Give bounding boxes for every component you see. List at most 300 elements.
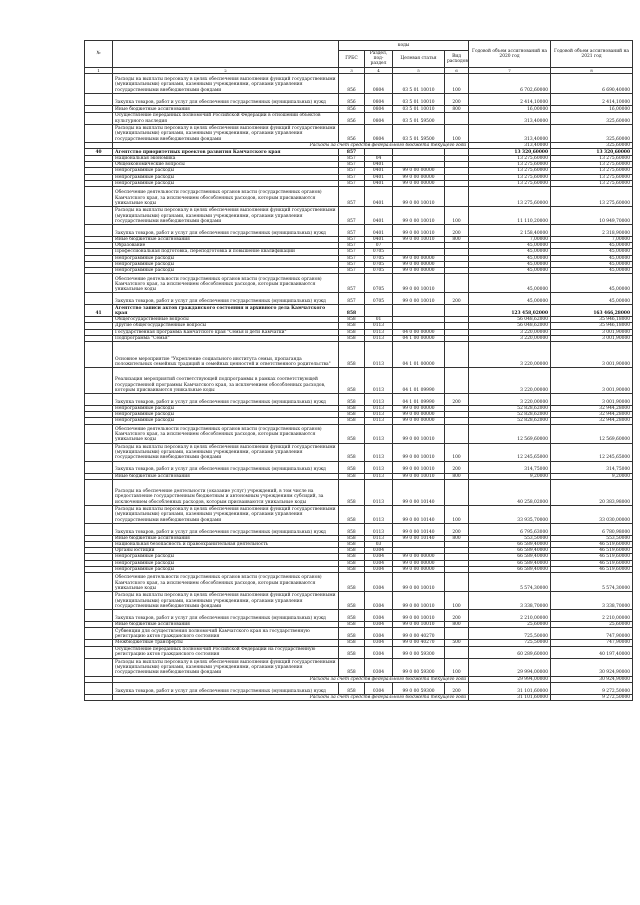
table-row [85,93,633,105]
grbs-cell: 858 [339,640,365,646]
row-number-cell [85,368,113,394]
grbs-cell: 858 [339,682,365,694]
amount-2020-cell: 45,00000 [469,268,551,274]
amount-2021-cell: 747,90000 [551,640,633,646]
amount-2020-cell: 31 101,60000 [469,694,551,700]
row-number-cell [85,424,113,443]
target-article-cell: 99 0 00 59300 [393,646,445,658]
amount-2021-cell: 325,60000 [551,112,633,124]
amount-2021-cell: 3 001,90000 [551,342,633,368]
razdel-cell: 0705 [365,261,393,267]
amount-2020-cell: 33 935,70000 [469,505,551,523]
target-article-cell: 99 0 00 40270 [393,640,445,646]
grbs-cell: 857 [339,268,365,274]
amount-2021-cell: 32 944,28000 [551,412,633,418]
grbs-cell: 858 [339,406,365,412]
column-index: 5 [393,67,445,73]
item-name-cell: Иные бюджетные ассигнования [113,535,339,541]
item-name-cell: Иные бюджетные ассигнования [113,237,339,243]
amount-2020-cell: 66 589,40000 [469,560,551,566]
amount-2020-cell: 13 275,60000 [469,180,551,186]
table-row [85,658,633,676]
expense-type-cell: 100 [445,124,469,142]
amount-2020-cell: 45,00000 [469,255,551,261]
expense-type-cell: 200 [445,682,469,694]
razdel-cell: 0401 [365,237,393,243]
amount-2021-cell: 2 414,10000 [551,93,633,105]
item-name-cell: Непрограммные расходы [113,268,339,274]
amount-2020-cell: 13 275,60000 [469,174,551,180]
table-row [85,368,633,394]
table-row [85,523,633,535]
row-number-cell [85,479,113,505]
grbs-cell: 858 [339,479,365,505]
razdel-cell: 07 [365,243,393,249]
target-article-cell: 99 0 00 00000 [393,412,445,418]
item-name-cell: Государственная программа Камчатского края "Семья и дети Камчатки" [113,329,339,335]
expense-type-cell: 800 [445,237,469,243]
amount-2020-cell: 66 589,40000 [469,542,551,548]
item-name-cell: Обеспечение деятельности государственных органов власти (государственных органов) Камчатского края, за исключением обособленных расходов, которым присваиваются уникальные коды [113,274,339,293]
row-number-cell: 41 [85,305,113,317]
table-row [85,573,633,592]
grbs-cell: 858 [339,646,365,658]
target-article-cell: 04 0 00 00000 [393,329,445,335]
razdel-cell: 0304 [365,573,393,592]
amount-2020-cell: 52 828,62000 [469,418,551,424]
target-article-cell: 99 0 00 10010 [393,237,445,243]
item-name-cell: Национальная экономика [113,156,339,162]
razdel-cell: 0113 [365,523,393,535]
item-name-cell: Профессиональная подготовка, переподготовка и повышение квалификации [113,249,339,255]
amount-2020-cell: 60 289,60000 [469,646,551,658]
expense-type-cell [445,424,469,443]
table-row [85,610,633,622]
row-number-cell [85,207,113,225]
item-name-cell: Расходы на выплаты персоналу в целях обеспечения выполнения функций государственными (муниципальными) органами, казенными учреждениями, органами управления государственными внебюджетными фондами [113,124,339,142]
item-name-cell: Закупка товаров, работ и услуг для обеспечения государственных (муниципальных) нужд [113,293,339,305]
item-name-cell: Осуществление переданных полномочий Российской Федерации на государственную регистрацию актов гражданского состояния [113,646,339,658]
amount-2021-cell: 3 001,90000 [551,335,633,341]
amount-2021-cell: 747,90000 [551,628,633,640]
target-article-cell: 99 0 00 00000 [393,418,445,424]
amount-2021-cell: 325,60000 [551,124,633,142]
grbs-cell: 858 [339,418,365,424]
amount-2021-cell: 13 275,60000 [551,187,633,207]
target-article-cell: 99 0 00 59300 [393,658,445,676]
target-article-cell: 99 0 00 10010 [393,473,445,479]
table-row [85,293,633,305]
row-number-cell: 40 [85,149,113,156]
razdel-cell: 0804 [365,124,393,142]
grbs-cell: 858 [339,317,365,323]
item-name-cell: Осуществление переданных полномочий Российской Федерации в отношении объектов культурного наследия [113,112,339,124]
razdel-cell: 0705 [365,293,393,305]
razdel-cell: 03 [365,542,393,548]
grbs-cell: 857 [339,149,365,156]
expense-type-cell [445,573,469,592]
expense-type-cell: 100 [445,73,469,93]
razdel-cell: 0804 [365,112,393,124]
razdel-cell: 0113 [365,394,393,406]
note-text-cell: Расходы за счет средств федерального бюджета текущего года [113,142,469,148]
razdel-cell: 0401 [365,207,393,225]
row-number-cell [85,187,113,207]
expense-type-cell: 200 [445,293,469,305]
amount-2021-cell: 46 519,60000 [551,542,633,548]
column-index: 6 [445,67,469,73]
razdel-cell: 0401 [365,225,393,237]
item-name-cell: Непрограммные расходы [113,168,339,174]
item-name-cell: Расходы на обеспечение деятельности (оказание услуг) учреждений, в том числе на предоставление государственным бюджетным и автономным учреждениям субсидий, за исключением обособленных расходов, которым присваиваются уникальные коды [113,479,339,505]
amount-2021-cell: 30 924,90000 [551,676,633,682]
item-name-cell: Обеспечение деятельности государственных органов власти (государственных органов) Камчатского края, за исключением обособленных расходов, которым присваиваются уникальные коды [113,573,339,592]
target-article-cell: 99 0 00 00000 [393,168,445,174]
amount-2020-cell: 45,00000 [469,249,551,255]
expense-type-cell [445,305,469,317]
row-number-cell [85,523,113,535]
table-row [85,479,633,505]
razdel-cell: 0304 [365,682,393,694]
amount-2020-cell: 123 458,02000 [469,305,551,317]
table-row [85,187,633,207]
item-name-cell: Агентство записи актов гражданского состояния и архивного дела Камчатского края [113,305,339,317]
razdel-cell: 0401 [365,162,393,168]
item-name-cell: Непрограммные расходы [113,255,339,261]
header-year-2021: Годовой объем ассигнований на 2021 год [551,41,633,68]
table-row [85,461,633,473]
amount-2020-cell: 45,00000 [469,274,551,293]
grbs-cell: 858 [339,523,365,535]
target-article-cell: 03 5 01 59500 [393,112,445,124]
grbs-cell: 858 [339,592,365,610]
header-expense-type: Вид расходов [445,51,469,68]
target-article-cell: 99 0 00 00000 [393,554,445,560]
item-name-cell: Иные бюджетные ассигнования [113,473,339,479]
amount-2021-cell: 2 318,90000 [551,225,633,237]
amount-2020-cell: 13 320,60000 [469,149,551,156]
amount-2020-cell: 313,40000 [469,142,551,148]
razdel-cell: 0113 [365,335,393,341]
expense-type-cell: 200 [445,610,469,622]
item-name-cell: Национальная безопасность и правоохранительная деятельность [113,542,339,548]
item-name-cell: Образование [113,243,339,249]
amount-2020-cell: 3 220,00000 [469,394,551,406]
amount-2021-cell: 33 030,00000 [551,505,633,523]
razdel-cell: 0804 [365,73,393,93]
expense-type-cell: 200 [445,394,469,406]
amount-2020-cell: 7,00000 [469,237,551,243]
row-number-cell [85,592,113,610]
item-name-cell: Общеэкономические вопросы [113,162,339,168]
expense-type-cell [445,628,469,640]
razdel-cell: 0804 [365,93,393,105]
target-article-cell: 03 5 01 10010 [393,93,445,105]
amount-2020-cell: 12 569,60000 [469,424,551,443]
item-name-cell: Расходы на выплаты персоналу в целях обеспечения выполнения функций государственными (муниципальными) органами, казенными учреждениями, органами управления государственными внебюджетными фондами [113,443,339,461]
amount-2020-cell: 29 994,00000 [469,658,551,676]
expense-type-cell: 800 [445,622,469,628]
grbs-cell: 857 [339,225,365,237]
amount-2020-cell: 13 275,60000 [469,187,551,207]
razdel-cell: 0401 [365,187,393,207]
amount-2020-cell: 314,75000 [469,461,551,473]
razdel-cell: 0401 [365,174,393,180]
amount-2020-cell: 6 702,60000 [469,73,551,93]
grbs-cell: 858 [339,329,365,335]
amount-2021-cell: 30 924,90000 [551,658,633,676]
grbs-cell: 858 [339,473,365,479]
amount-2020-cell: 3 220,00000 [469,329,551,335]
razdel-cell: 0304 [365,548,393,554]
amount-2020-cell: 45,00000 [469,261,551,267]
grbs-cell: 858 [339,658,365,676]
row-number-cell [85,573,113,592]
razdel-cell [365,149,393,156]
row-number-cell [85,342,113,368]
budget-table [84,40,633,701]
amount-2021-cell: 553,50000 [551,535,633,541]
grbs-cell: 856 [339,73,365,93]
razdel-cell: 0705 [365,274,393,293]
row-number-cell [85,443,113,461]
razdel-cell [365,305,393,317]
expense-type-cell: 800 [445,105,469,112]
item-name-cell: Закупка товаров, работ и услуг для обеспечения государственных (муниципальных) нужд [113,610,339,622]
expense-type-cell [445,187,469,207]
item-name-cell: Закупка товаров, работ и услуг для обеспечения государственных (муниципальных) нужд [113,394,339,406]
razdel-cell: 0113 [365,461,393,473]
amount-2020-cell: 13 275,60000 [469,156,551,162]
amount-2021-cell: 314,75000 [551,461,633,473]
note-text-cell: Расходы за счет средств федерального бюджета текущего года [113,694,469,700]
amount-2020-cell: 56 048,62000 [469,323,551,329]
target-article-cell: 99 0 00 00000 [393,560,445,566]
target-article-cell [393,305,445,317]
item-name-cell: Непрограммные расходы [113,412,339,418]
target-article-cell: 04 1 01 09990 [393,368,445,394]
grbs-cell: 857 [339,243,365,249]
item-name-cell: Агентство приоритетных проектов развития Камчатского края [113,149,339,156]
amount-2021-cell: 46 519,60000 [551,566,633,572]
expense-type-cell [445,112,469,124]
target-article-cell: 03 5 01 59500 [393,124,445,142]
grbs-cell: 857 [339,180,365,186]
column-index: 3 [339,67,365,73]
razdel-cell: 01 [365,317,393,323]
amount-2021-cell: 45,00000 [551,268,633,274]
expense-type-cell: 200 [445,461,469,473]
razdel-cell: 0304 [365,610,393,622]
target-article-cell: 99 0 00 10010 [393,293,445,305]
table-row [85,628,633,640]
amount-2021-cell: 45,00000 [551,249,633,255]
amount-2021-cell: 46 519,60000 [551,548,633,554]
row-number-cell [85,124,113,142]
target-article-cell: 99 0 00 59300 [393,682,445,694]
target-article-cell: 99 0 00 10010 [393,461,445,473]
item-name-cell: Субвенции для осуществления полномочий Камчатского края на государственную регистрацию актов гражданского состояния [113,628,339,640]
razdel-cell: 0804 [365,105,393,112]
header-number: № [85,41,113,68]
target-article-cell: 99 0 00 40270 [393,628,445,640]
amount-2020-cell: 2 414,10000 [469,93,551,105]
amount-2020-cell: 313,40000 [469,124,551,142]
grbs-cell: 858 [339,335,365,341]
amount-2020-cell: 25,60000 [469,622,551,628]
target-article-cell: 99 0 00 10010 [393,573,445,592]
item-name-cell: Обеспечение деятельности государственных органов власти (государственных органов) Камчатского края, за исключением обособленных расходов, которым присваиваются уникальные коды [113,187,339,207]
item-name-cell: Закупка товаров, работ и услуг для обеспечения государственных (муниципальных) нужд [113,93,339,105]
column-index: 4 [365,67,393,73]
expense-type-cell [445,646,469,658]
amount-2021-cell: 9 272,50000 [551,682,633,694]
row-number-cell [85,225,113,237]
amount-2020-cell: 16,00000 [469,105,551,112]
expense-type-cell: 800 [445,535,469,541]
amount-2021-cell: 13 320,60000 [551,149,633,156]
table-row [85,112,633,124]
target-article-cell: 99 0 00 10010 [393,187,445,207]
amount-2021-cell: 6 690,40000 [551,73,633,93]
grbs-cell: 856 [339,124,365,142]
item-name-cell: Закупка товаров, работ и услуг для обеспечения государственных (муниципальных) нужд [113,682,339,694]
razdel-cell: 0304 [365,560,393,566]
razdel-cell: 0304 [365,658,393,676]
item-name-cell: Обеспечение деятельности государственных органов власти (государственных органов) Камчатского края, за исключением обособленных расходов, которым присваиваются уникальные коды [113,424,339,443]
header-year-2020: Годовой объем ассигнований на 2020 год [469,41,551,68]
amount-2020-cell: 13 275,60000 [469,162,551,168]
expense-type-cell: 500 [445,640,469,646]
item-name-cell: Непрограммные расходы [113,261,339,267]
expense-type-cell: 200 [445,523,469,535]
budget-document [84,40,632,701]
column-index: 7 [469,67,551,73]
row-number-cell [85,112,113,124]
item-name-cell: Расходы на выплаты персоналу в целях обеспечения выполнения функций государственными (муниципальными) органами, казенными учреждениями, органами управления государственными внебюджетными фондами [113,592,339,610]
amount-2020-cell: 40 258,02000 [469,479,551,505]
grbs-cell: 858 [339,394,365,406]
column-index: 2 [113,67,339,73]
grbs-cell: 857 [339,274,365,293]
table-row [85,274,633,293]
amount-2020-cell: 725,50000 [469,640,551,646]
row-number-cell [85,461,113,473]
amount-2021-cell: 325,60000 [551,142,633,148]
amount-2021-cell: 5 574,30000 [551,573,633,592]
grbs-cell: 858 [339,554,365,560]
grbs-cell: 858 [339,443,365,461]
amount-2021-cell: 32 944,28000 [551,418,633,424]
grbs-cell: 856 [339,105,365,112]
table-row [85,646,633,658]
target-article-cell: 99 0 00 00000 [393,566,445,572]
table-row [85,443,633,461]
expense-type-cell [445,274,469,293]
table-row [85,342,633,368]
target-article-cell: 99 0 00 00000 [393,261,445,267]
target-article-cell: 04 1 01 00000 [393,342,445,368]
amount-2020-cell: 12 245,65000 [469,443,551,461]
grbs-cell: 856 [339,112,365,124]
amount-2021-cell: 45,00000 [551,255,633,261]
amount-2020-cell: 553,50000 [469,535,551,541]
row-number-cell [85,628,113,640]
grbs-cell: 858 [339,566,365,572]
target-article-cell: 03 5 01 10010 [393,105,445,112]
razdel-cell: 0705 [365,268,393,274]
item-name-cell: Закупка товаров, работ и услуг для обеспечения государственных (муниципальных) нужд [113,461,339,473]
item-name-cell: Непрограммные расходы [113,566,339,572]
column-index: 8 [551,67,633,73]
target-article-cell: 03 5 01 10010 [393,73,445,93]
grbs-cell: 858 [339,461,365,473]
amount-2021-cell: 13 275,60000 [551,168,633,174]
razdel-cell: 0401 [365,180,393,186]
razdel-cell: 0113 [365,368,393,394]
row-number-cell [85,505,113,523]
expense-type-cell: 200 [445,93,469,105]
table-row [85,207,633,225]
agency-row [85,149,633,156]
amount-2020-cell: 3 220,00000 [469,342,551,368]
target-article-cell: 99 0 00 00000 [393,268,445,274]
razdel-cell: 0113 [365,443,393,461]
grbs-cell: 858 [339,424,365,443]
grbs-cell: 857 [339,156,365,162]
razdel-cell: 0113 [365,418,393,424]
table-row [85,394,633,406]
grbs-cell: 857 [339,174,365,180]
row-number-cell [85,293,113,305]
amount-2021-cell: 20 383,98000 [551,479,633,505]
grbs-cell: 857 [339,293,365,305]
razdel-cell: 0113 [365,424,393,443]
item-name-cell: Закупка товаров, работ и услуг для обеспечения государственных (муниципальных) нужд [113,225,339,237]
razdel-cell: 0304 [365,592,393,610]
amount-2020-cell: 2 210,00000 [469,610,551,622]
amount-2021-cell: 13 275,60000 [551,180,633,186]
amount-2021-cell: 40 197,40000 [551,646,633,658]
grbs-cell: 857 [339,187,365,207]
amount-2021-cell: 45,00000 [551,261,633,267]
amount-2020-cell: 5 574,30000 [469,573,551,592]
row-number-cell [85,394,113,406]
target-article-cell: 99 0 00 00000 [393,174,445,180]
razdel-cell: 0304 [365,622,393,628]
source-note-row [85,694,633,700]
razdel-cell: 04 [365,156,393,162]
expense-type-cell [445,149,469,156]
item-name-cell: Непрограммные расходы [113,406,339,412]
item-name-cell: Реализация мероприятий соответствующей подпрограммы в рамках соответствующей государственной программы Камчатского края, за исключением обособленных расходов, которым присваиваются уникальные коды [113,368,339,394]
target-article-cell: 99 0 00 00000 [393,406,445,412]
row-number-cell [85,658,113,676]
amount-2020-cell: 6 795,63000 [469,523,551,535]
amount-2021-cell: 10 949,70000 [551,207,633,225]
grbs-cell: 858 [339,610,365,622]
razdel-cell: 0304 [365,646,393,658]
grbs-cell: 858 [339,542,365,548]
razdel-cell: 0113 [365,473,393,479]
target-article-cell: 99 0 00 00000 [393,255,445,261]
grbs-cell: 858 [339,573,365,592]
expense-type-cell: 100 [445,505,469,523]
razdel-cell: 0401 [365,168,393,174]
grbs-cell: 857 [339,207,365,225]
item-name-cell: Непрограммные расходы [113,180,339,186]
item-name-cell: Расходы на выплаты персоналу в целях обеспечения выполнения функций государственными (муниципальными) органами, казенными учреждениями, органами управления государственными внебюджетными фондами [113,658,339,676]
